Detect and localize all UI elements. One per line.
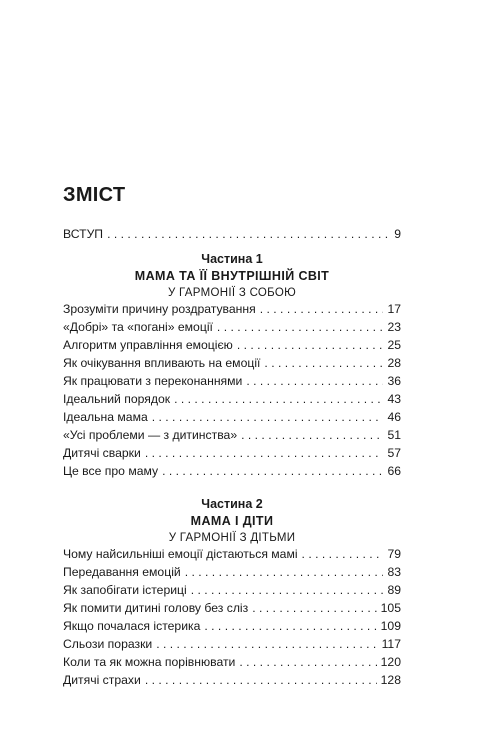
toc-entry-page: 17	[387, 302, 401, 316]
toc-entry-page: 57	[387, 446, 401, 460]
part-title: МАМА ТА ЇЇ ВНУТРІШНІЙ СВІТ	[134, 269, 330, 283]
toc-entry-page: 79	[387, 547, 401, 561]
dot-leader	[302, 547, 384, 561]
toc-entry-label: «Усі проблеми — з дитинства»	[63, 428, 238, 442]
toc-entry	[63, 392, 401, 406]
toc-entry	[63, 446, 401, 460]
dot-leader	[162, 464, 383, 478]
toc-entry-page: 25	[387, 338, 401, 352]
toc-entry	[63, 302, 401, 316]
dot-leader	[217, 320, 384, 334]
toc-entry	[63, 673, 401, 687]
dot-leader	[204, 619, 376, 633]
toc-entry-label: Якщо почалася істерика	[63, 619, 201, 633]
toc-entry-page: 83	[387, 565, 401, 579]
toc-entry-page: 128	[380, 673, 401, 687]
toc-entry-label: Сльози поразки	[63, 637, 153, 651]
toc-entry-label: Як очікування впливають на емоції	[63, 356, 261, 370]
toc-entry-page: 46	[387, 410, 401, 424]
dot-leader	[156, 637, 377, 651]
part-number: Частина 1	[201, 252, 263, 266]
dot-leader	[107, 227, 390, 241]
dot-leader	[252, 601, 376, 615]
dot-leader	[145, 446, 384, 460]
toc-entry-page: 105	[380, 601, 401, 615]
toc-entry-label: Ідеальна мама	[63, 410, 148, 424]
toc-entry-label: Це все про маму	[63, 464, 159, 478]
toc-entry-label: Коли та як можна порівнювати	[63, 655, 236, 669]
toc-entry-page: 120	[380, 655, 401, 669]
toc-entry-page: 89	[387, 583, 401, 597]
dot-leader	[241, 428, 383, 442]
toc-entry-page: 9	[394, 227, 401, 241]
dot-leader	[185, 565, 384, 579]
dot-leader	[237, 338, 384, 352]
part-2-heading	[63, 497, 401, 544]
dot-leader	[260, 302, 384, 316]
part-title: МАМА І ДІТИ	[190, 514, 274, 528]
toc-entry	[63, 547, 401, 561]
toc-entry-label: Зрозуміти причину роздратування	[63, 302, 256, 316]
toc-entry-page: 66	[387, 464, 401, 478]
dot-leader	[145, 673, 377, 687]
toc-entry-page: 36	[387, 374, 401, 388]
toc-entry	[63, 464, 401, 478]
toc-entry-label: Ідеальний порядок	[63, 392, 171, 406]
toc-entry-label: Як помити дитині голову без сліз	[63, 601, 249, 615]
toc-entry-page: 43	[387, 392, 401, 406]
toc-entry	[63, 428, 401, 442]
toc-entry-label: Як працювати з переконаннями	[63, 374, 243, 388]
page-title: ЗМІСТ	[63, 184, 126, 206]
toc-entry	[63, 320, 401, 334]
part-1-heading	[63, 252, 401, 299]
toc-entry	[63, 356, 401, 370]
toc-entry	[63, 637, 401, 651]
dot-leader	[174, 392, 383, 406]
toc-entry	[63, 410, 401, 424]
dot-leader	[246, 374, 383, 388]
toc-entry	[63, 655, 401, 669]
toc-entry-intro	[63, 227, 401, 241]
toc-entry-label: Чому найсильніші емоції дістаються мамі	[63, 547, 298, 561]
toc-entry	[63, 565, 401, 579]
toc-entry-page: 109	[380, 619, 401, 633]
toc-entry-label: Дитячі страхи	[63, 673, 141, 687]
toc-entry-label: «Добрі» та «погані» емоції	[63, 320, 213, 334]
dot-leader	[191, 583, 384, 597]
toc-entry	[63, 374, 401, 388]
part-number: Частина 2	[201, 497, 263, 511]
toc-entry-label: ВСТУП	[63, 227, 104, 241]
toc-entry	[63, 338, 401, 352]
dot-leader	[239, 655, 376, 669]
part-subtitle: У ГАРМОНІЇ З СОБОЮ	[167, 287, 297, 299]
toc-entry	[63, 601, 401, 615]
toc-entry-label: Алгоритм управління емоцією	[63, 338, 233, 352]
toc-entry-label: Передавання емоцій	[63, 565, 181, 579]
dot-leader	[264, 356, 383, 370]
toc-entry-page: 23	[387, 320, 401, 334]
toc-entry-page: 51	[387, 428, 401, 442]
toc-entry-label: Дитячі сварки	[63, 446, 141, 460]
toc-entry	[63, 583, 401, 597]
part-subtitle: У ГАРМОНІЇ З ДІТЬМИ	[168, 532, 296, 544]
toc-entry-label: Як запобігати істериці	[63, 583, 187, 597]
dot-leader	[152, 410, 384, 424]
toc-entry	[63, 619, 401, 633]
toc-entry-page: 28	[387, 356, 401, 370]
toc-entry-page: 117	[381, 637, 401, 651]
